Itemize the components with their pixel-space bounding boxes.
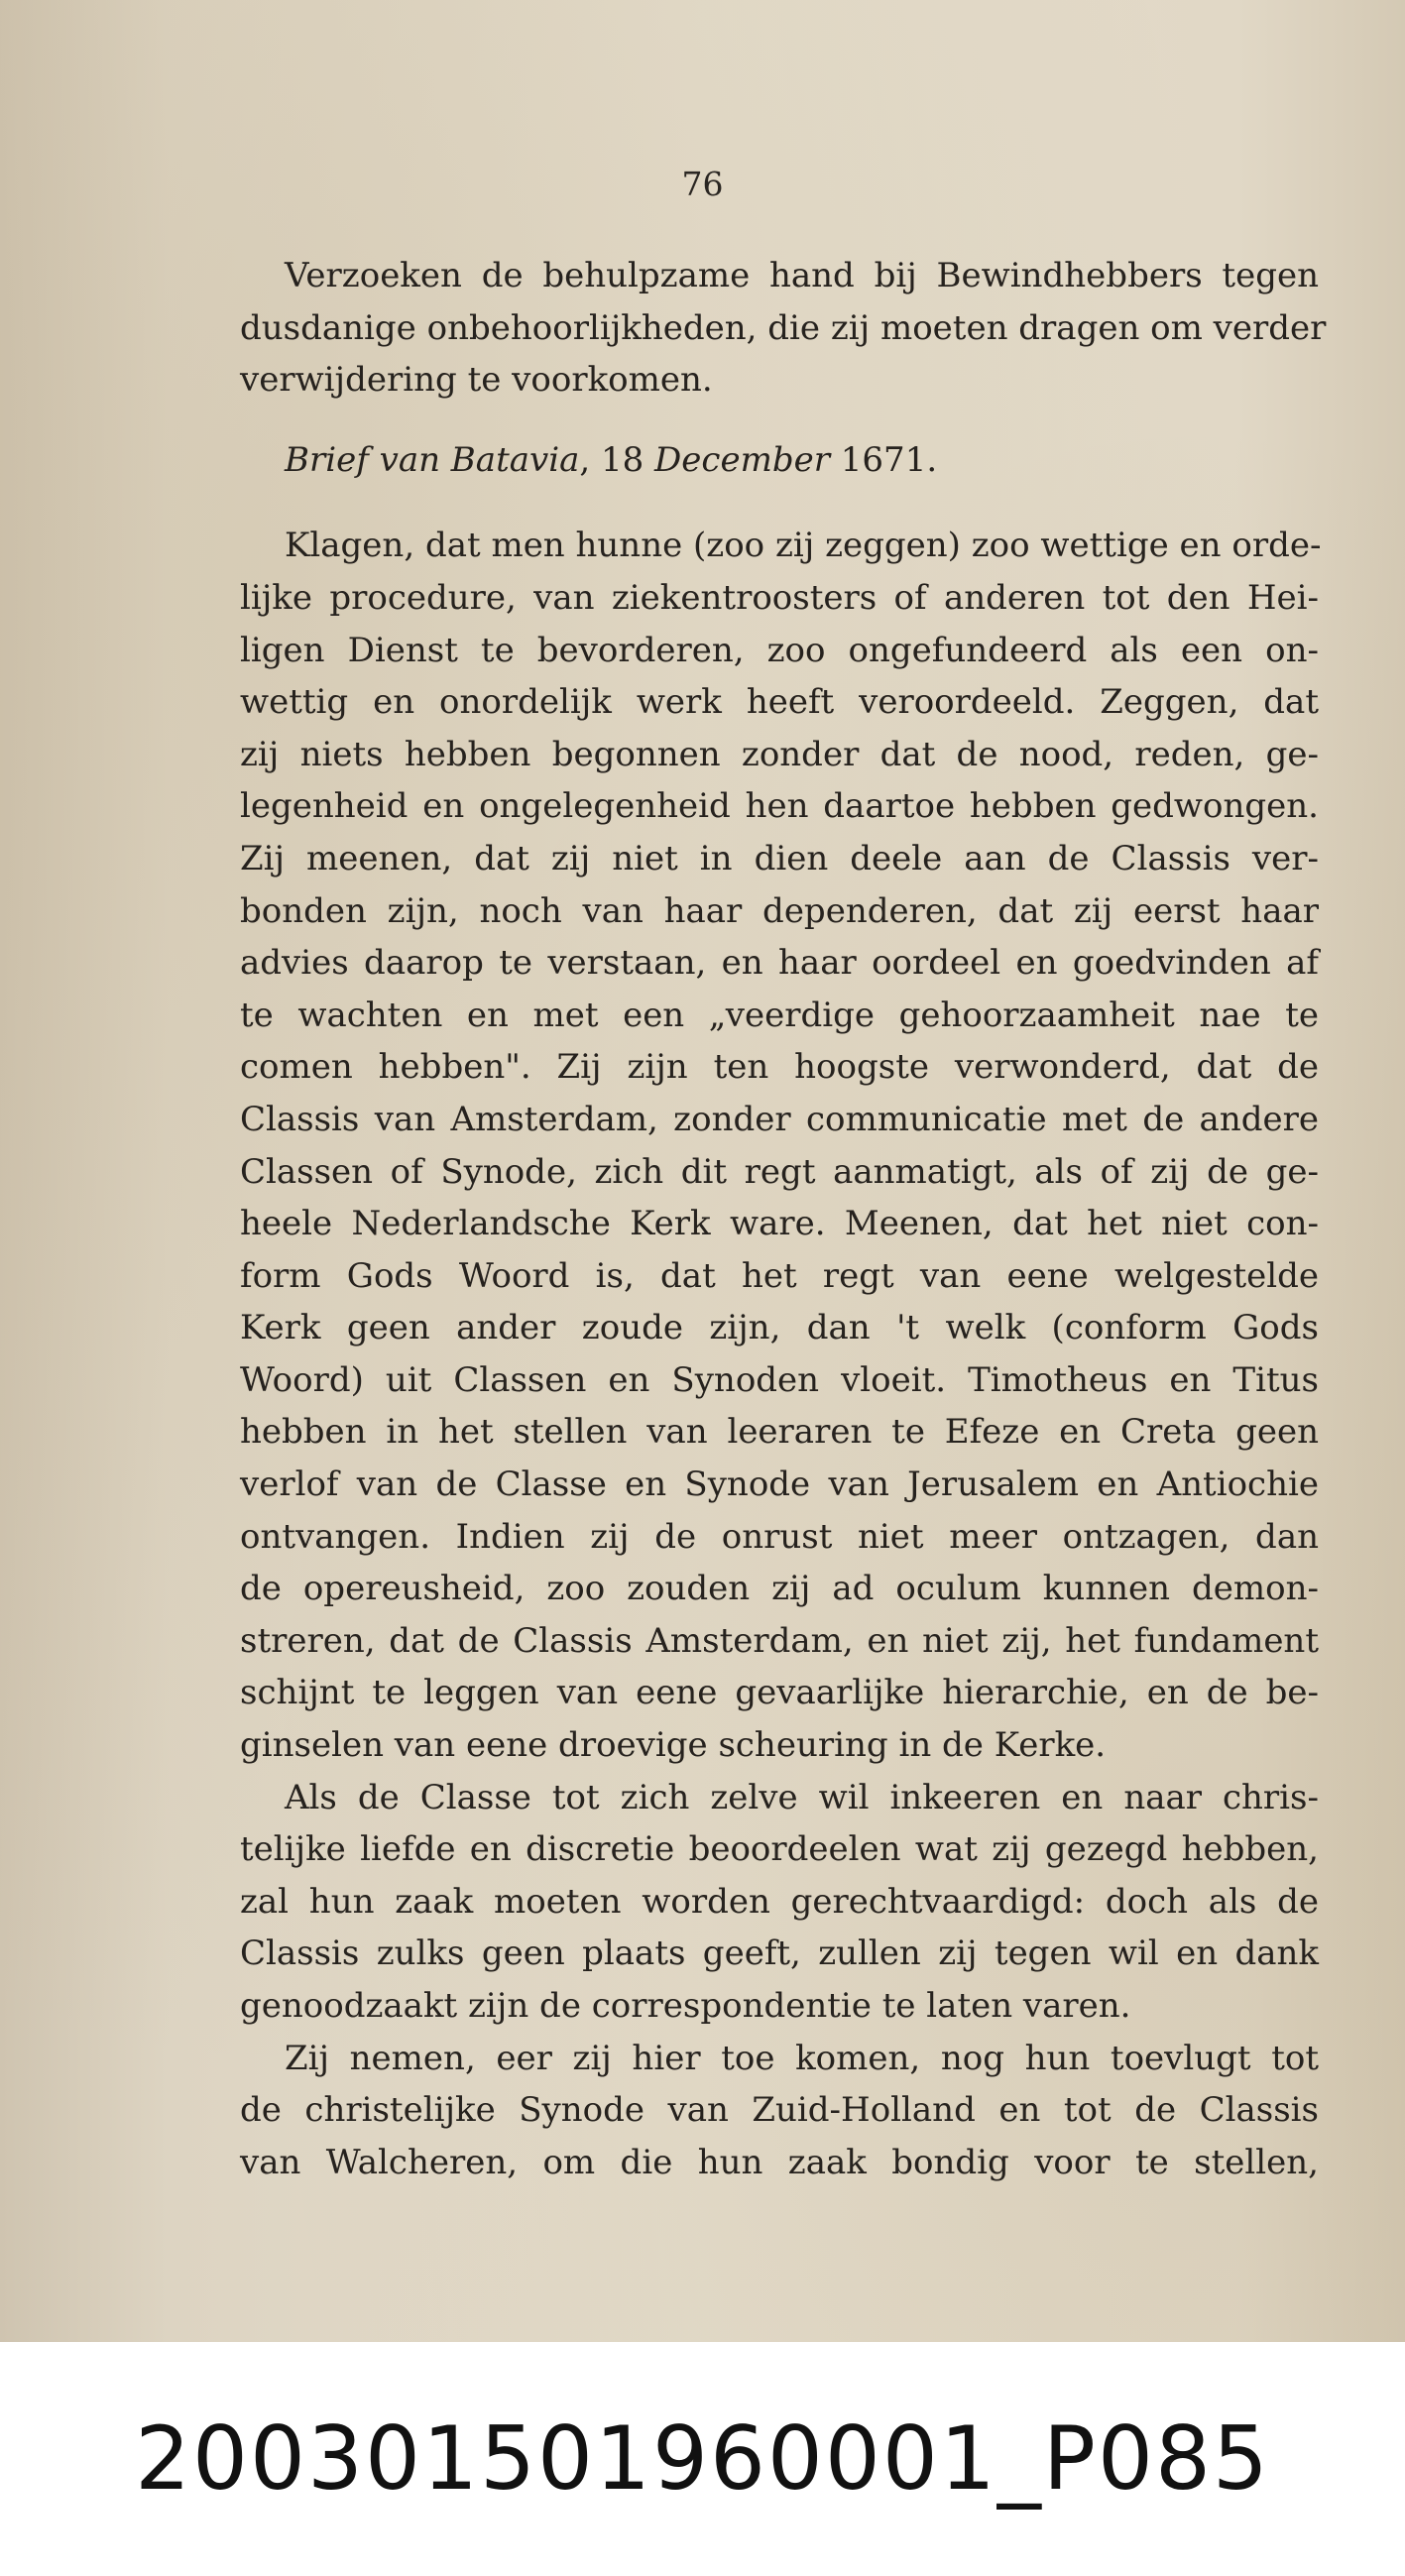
text-line: form Gods Woord is, dat het regt van eene welgestelde [240,1255,1319,1296]
text-line: verlof van de Classe en Synode van Jerusalem en Antiochie [240,1464,1319,1505]
paragraph-zij-nemen [240,2033,1319,2189]
page-text [240,250,1327,2188]
text-line: schijnt te leggen van eene gevaarlijke hierarchie, en de be- [240,1673,1319,1713]
text-line: comen hebben". Zij zijn ten hoogste verwonderd, dat de [240,1047,1319,1088]
text-line: heele Nederlandsche Kerk ware. Meenen, dat het niet con- [240,1204,1319,1244]
text-line: Verzoeken de behulpzame hand bij Bewindhebbers tegen [285,256,1319,295]
text-line: Classis van Amsterdam, zonder communicatie met de andere [240,1099,1319,1139]
text-line: van Walcheren, om die hun zaak bondig voor te stellen, [240,2142,1319,2182]
text-line: streren, dat de Classis Amsterdam, en niet zij, het fundament [240,1620,1319,1661]
page-number: 76 [681,165,724,203]
letter-heading [240,434,1319,487]
letter-heading-day: , 18 [579,439,655,480]
text-line: bonden zijn, noch van haar dependeren, dat zij eerst haar [240,890,1319,931]
text-line: te wachten en met een „veerdige gehoorzaamheit nae te [240,995,1319,1035]
text-line: Woord) uit Classen en Synoden vloeit. Timotheus en Titus [240,1359,1319,1400]
text-line: ginselen van eene droevige scheuring in de Kerke. [240,1725,1107,1766]
letter-heading-year: 1671. [829,439,938,480]
text-line: ligen Dienst te bevorderen, zoo ongefundeerd als een on- [240,630,1319,670]
text-line: Klagen, dat men hunne (zoo zij zeggen) zoo wettige en orde- [285,526,1322,566]
text-line: wettig en onordelijk werk heeft veroordeeld. Zeggen, dat [240,682,1319,723]
text-line: de opereusheid, zoo zouden zij ad oculum kunnen demon- [240,1569,1319,1609]
text-line: dusdanige onbehoorlijkheden, die zij moeten dragen om verder [240,307,1327,348]
text-line: hebben in het stellen van leeraren te Efeze en Creta geen [240,1412,1319,1453]
letter-heading-month: December [654,439,830,480]
paragraph-verzoeken [240,250,1327,407]
letter-heading-title: Brief van Batavia [285,439,580,480]
text-line: telijke liefde en discretie beoordeelen wat zij gezegd hebben, [240,1829,1319,1870]
paragraph-als-de-classe [240,1772,1319,2033]
paragraph-spacer [240,486,1319,520]
text-line: Als de Classe tot zich zelve wil inkeeren en naar chris- [285,1777,1319,1817]
text-line: lijke procedure, van ziekentroosters of anderen tot den Hei- [240,577,1319,618]
text-line: de christelijke Synode van Zuid-Holland en tot de Classis [240,2090,1319,2131]
text-line: zij niets hebben begonnen zonder dat de nood, reden, ge- [240,734,1319,774]
document-identifier: 200301501960001_P085 [135,2407,1270,2510]
text-line: verwijdering te voorkomen. [240,360,713,401]
text-line: advies daarop te verstaan, en haar oordeel en goedvinden af [240,943,1319,984]
text-line: Zij nemen, eer zij hier toe komen, nog hun toevlugt tot [285,2038,1319,2078]
text-line: ontvangen. Indien zij de onrust niet meer ontzagen, dan [240,1516,1319,1557]
text-line: genoodzaakt zijn de correspondentie te laten varen. [240,1986,1131,2026]
text-line: Zij meenen, dat zij niet in dien deele aan de Classis ver- [240,838,1319,878]
footer-band [0,2342,1405,2576]
text-line: Classis zulks geen plaats geeft, zullen zij tegen wil en dank [240,1933,1319,1974]
text-line: Classen of Synode, zich dit regt aanmatigt, als of zij de ge- [240,1151,1319,1192]
text-line: legenheid en ongelegenheid hen daartoe hebben gedwongen. [240,786,1319,827]
paragraph-spacer [240,407,1319,434]
text-line: Kerk geen ander zoude zijn, dan 't welk (conform Gods [240,1308,1319,1348]
text-line: zal hun zaak moeten worden gerechtvaardigd: doch als de [240,1881,1319,1922]
paragraph-klagen [240,520,1322,1771]
